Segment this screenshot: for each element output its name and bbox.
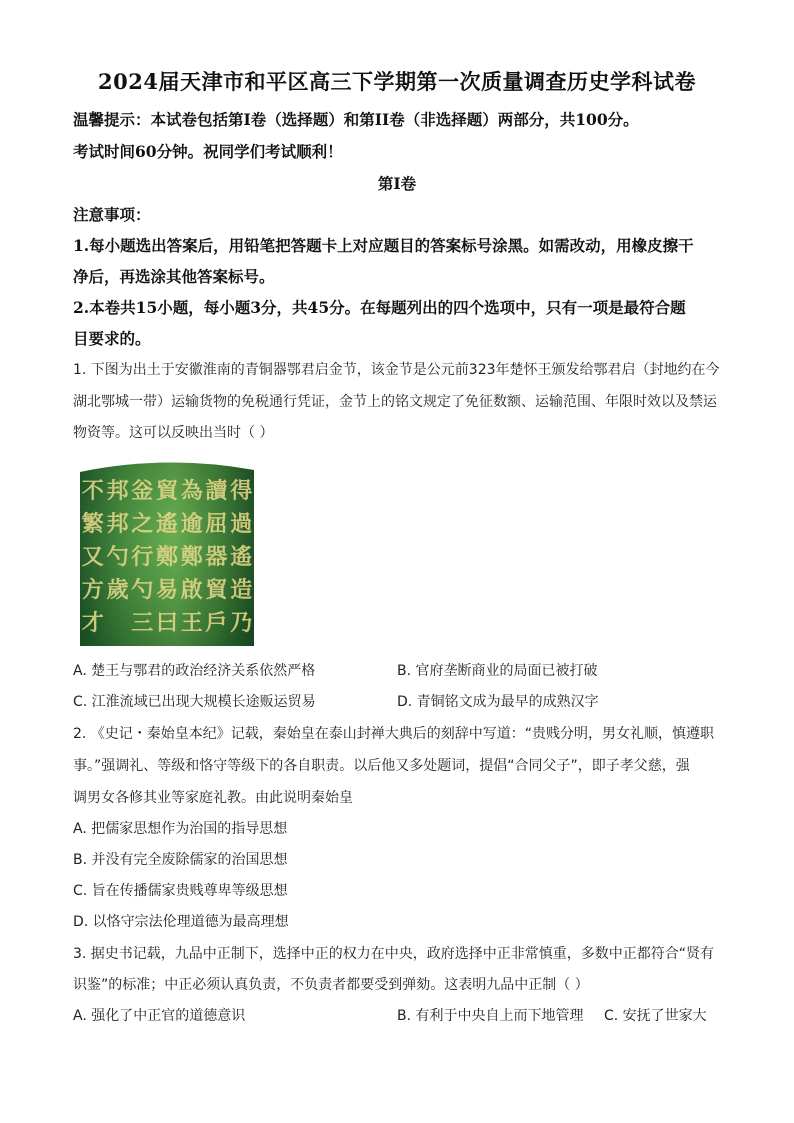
question-2-option-b: B. 并没有完全废除儒家的治国思想 [73,852,288,868]
question-3-line-1: 3. 据史书记载，九品中正制下，选择中正的权力在中央，政府选择中正非常慎重，多数中正都符合“贤有 [73,946,715,962]
question-1-option-c: C. 江淮流域已出现大规模长途贩运贸易 [73,694,316,710]
inscription-glyph: 貿 [155,478,179,504]
inscription-glyph: 讀 [205,478,228,504]
inscription-glyph: 貿 [205,577,228,603]
question-2-line-2: 事。”强调礼、等级和恪守等级下的各自职责。以后他又多处题词，提倡“合同父子”，即子孝父慈，强 [73,758,690,774]
bronze-tally-svg [78,458,256,646]
question-2-option-a: A. 把儒家思想作为治国的指导思想 [73,821,288,837]
inscription-glyph: 不 [81,478,104,504]
inscription-glyph: 歲 [106,577,129,603]
inscription-glyph: 乃 [230,610,253,636]
inscription-glyph: 勺 [106,544,129,570]
question-1-line-3: 物资等。这可以反映出当时（ ） [73,425,274,441]
inscription-glyph: 戶 [205,610,228,636]
inscription-glyph: 行 [131,544,154,570]
notice-line-1: 温馨提示：本试卷包括第Ⅰ卷（选择题）和第II卷（非选择题）两部分，共100分。 [73,110,639,129]
attention-item-2-line-1: 2.本卷共15小题，每小题3分，共45分。在每题列出的四个选项中，只有一项是最符合题 [73,298,686,317]
notice-line-2: 考试时间60分钟。祝同学们考试顺利！ [73,142,343,161]
question-2-line-1: 2. 《史记・秦始皇本纪》记载，秦始皇在泰山封禅大典后的刻辞中写道：“贵贱分明，男女礼顺，慎遵职 [73,726,715,742]
inscription-glyph: 為 [180,478,203,504]
inscription-glyph: 易 [155,577,179,603]
question-1-option-d: D. 青铜铭文成为最早的成熟汉字 [397,694,599,710]
attention-item-2-line-2: 目要求的。 [73,329,151,348]
inscription-glyph: 繁 [81,511,104,537]
inscription-glyph: 器 [205,544,228,570]
inscription-glyph: 得 [230,478,253,504]
question-2-line-3: 调男女各修其业等家庭礼教。由此说明秦始皇 [73,790,353,806]
inscription-glyph: 三 [131,610,154,636]
inscription-glyph: 造 [230,577,253,603]
inscription-glyph: 邦 [106,511,129,537]
question-2-option-c: C. 旨在传播儒家贵贱尊卑等级思想 [73,883,288,899]
inscription-glyph: 屈 [205,511,228,537]
inscription-glyph: 才 [81,610,104,636]
inscription-glyph: 逾 [180,511,203,537]
inscription-glyph: 邦 [106,478,129,504]
question-1-line-1: 1. 下图为出土于安徽淮南的青铜器鄂君启金节，该金节是公元前323年楚怀王颁发给鄂君启（封地约在今 [73,362,720,378]
inscription-glyph: 方 [81,577,104,603]
question-1-option-a: A. 楚王与鄂君的政治经济关系依然严格 [73,663,316,679]
bronze-tally-image [78,458,256,646]
inscription-glyph: 王 [180,610,203,636]
question-3-option-a: A. 强化了中正官的道德意识 [73,1008,246,1024]
question-2-option-d: D. 以恪守宗法伦理道德为最高理想 [73,914,289,930]
inscription-glyph: 鄭 [155,544,179,570]
question-3-line-2: 识鉴”的标准；中正必须认真负责，不负责者都要受到弹劾。这表明九品中正制（ ） [73,977,589,993]
inscription-glyph: 之 [131,511,154,537]
inscription-glyph: 過 [230,511,253,537]
attention-item-1-line-2: 净后，再选涂其他答案标号。 [73,267,275,286]
inscription-glyph: 鄭 [180,544,203,570]
attention-item-1-line-1: 1.每小题选出答案后，用铅笔把答题卡上对应题目的答案标号涂黑。如需改动，用橡皮擦干 [73,236,694,255]
question-1-option-b: B. 官府垄断商业的局面已被打破 [397,663,598,679]
attention-heading: 注意事项： [73,205,151,224]
inscription-glyph: 遙 [230,544,253,570]
inscription-glyph: 曰 [155,610,179,636]
inscription-glyph: 釡 [131,478,154,504]
inscription-glyph: 遙 [155,511,179,537]
inscription-glyph: 又 [81,544,104,570]
question-1-line-2: 湖北鄂城一带）运输货物的免税通行凭证，金节上的铭文规定了免征数额、运输范围、年限时效以及禁运 [73,394,717,410]
section-title: 第Ⅰ卷 [377,174,417,193]
page-title: 2024届天津市和平区高三下学期第一次质量调查历史学科试卷 [98,69,696,94]
question-3-option-b: B. 有利于中央自上而下地管理 [397,1008,584,1024]
question-3-option-c: C. 安抚了世家大 [604,1008,707,1024]
inscription-glyph: 勺 [131,577,154,603]
inscription-glyph: 啟 [180,577,203,603]
